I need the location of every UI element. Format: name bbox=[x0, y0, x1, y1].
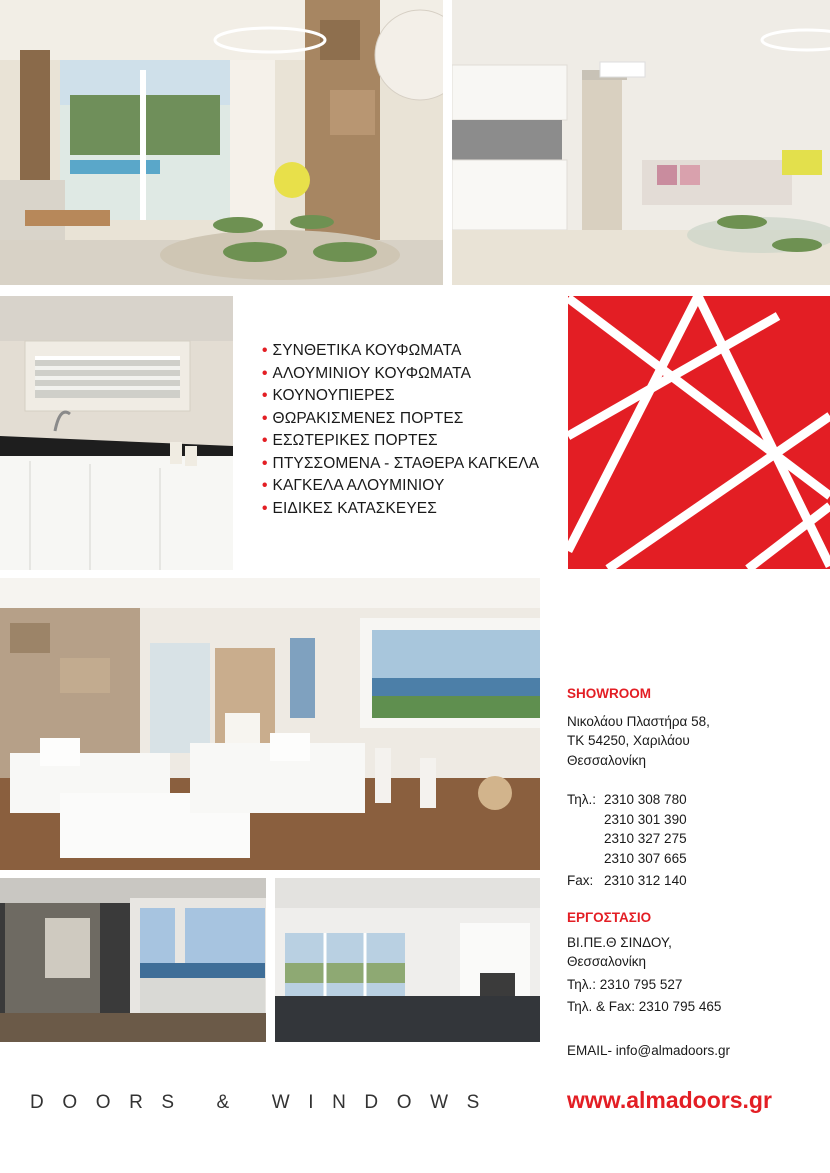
photo-bathroom-balcony bbox=[0, 878, 266, 1042]
photo-living-seaview bbox=[0, 578, 540, 870]
list-item: • ΠΤΥΣΣΟΜΕΝΑ - ΣΤΑΘΕΡΑ ΚΑΓΚΕΛΑ bbox=[262, 454, 540, 472]
list-item: • ΕΙΔΙΚΕΣ ΚΑΤΑΣΚΕΥΕΣ bbox=[262, 499, 437, 517]
list-item: • ΚΟΥΝΟΥΠΙΕΡΕΣ bbox=[262, 387, 395, 404]
photo-fireplace-room bbox=[275, 878, 540, 1042]
list-item: • ΣΥΝΘΕΤΙΚΑ ΚΟΥΦΩΜΑΤΑ bbox=[262, 342, 462, 359]
list-item: • ΚΑΓΚΕΛΑ ΑΛΟΥΜΙΝΙΟΥ bbox=[262, 477, 445, 494]
fax-number: 2310 312 140 bbox=[604, 873, 687, 888]
website-link[interactable]: www.almadoors.gr bbox=[567, 1087, 772, 1113]
bullet-icon: • bbox=[262, 364, 268, 382]
fax-label: Fax: bbox=[567, 873, 594, 888]
factory-phone-fax: Τηλ. & Fax: 2310 795 465 bbox=[567, 999, 722, 1014]
photo-kitchen-lounge bbox=[452, 0, 830, 285]
photo-living-dining bbox=[0, 0, 443, 285]
showroom-address: ΤΚ 54250, Χαριλάου bbox=[567, 733, 690, 748]
tagline: DOORS & WINDOWS bbox=[30, 1092, 498, 1113]
bullet-icon: • bbox=[262, 477, 268, 494]
bullet-icon: • bbox=[262, 499, 268, 517]
bullet-icon: • bbox=[262, 387, 268, 404]
phone-number: 2310 301 390 bbox=[604, 811, 687, 827]
factory-heading: ΕΡΓΟΣΤΑΣΙΟ bbox=[567, 910, 652, 925]
phone-number: 2310 308 780 bbox=[604, 792, 687, 807]
bullet-icon: • bbox=[262, 454, 268, 472]
phone-number: 2310 327 275 bbox=[604, 831, 687, 846]
list-item: • ΑΛΟΥΜΙΝΙΟΥ ΚΟΥΦΩΜΑΤΑ bbox=[262, 364, 472, 382]
bullet-icon: • bbox=[262, 409, 268, 427]
showroom-heading: SHOWROOM bbox=[567, 686, 651, 701]
showroom-address: Νικολάου Πλαστήρα 58, bbox=[567, 713, 710, 729]
showroom-contact bbox=[567, 684, 710, 891]
email-line[interactable]: EMAIL- info@almadoors.gr bbox=[567, 1043, 731, 1058]
list-item: • ΕΣΩΤΕΡΙΚΕΣ ΠΟΡΤΕΣ bbox=[262, 432, 438, 449]
services-list bbox=[262, 340, 539, 520]
bullet-icon: • bbox=[262, 432, 268, 449]
showroom-address: Θεσσαλονίκη bbox=[567, 752, 647, 768]
bullet-icon: • bbox=[262, 342, 268, 359]
factory-contact bbox=[567, 908, 721, 1017]
brand-graphic bbox=[568, 296, 830, 569]
phone-label: Τηλ.: bbox=[567, 792, 597, 807]
photo-kitchen-window bbox=[0, 296, 233, 570]
factory-address: Θεσσαλονίκη bbox=[567, 954, 647, 969]
phone-number: 2310 307 665 bbox=[604, 850, 687, 866]
list-item: • ΘΩΡΑΚΙΣΜΕΝΕΣ ΠΟΡΤΕΣ bbox=[262, 409, 464, 427]
factory-phone: Τηλ.: 2310 795 527 bbox=[567, 976, 683, 992]
factory-address: ΒΙ.ΠΕ.Θ ΣΙΝΔΟΥ, bbox=[567, 934, 672, 950]
